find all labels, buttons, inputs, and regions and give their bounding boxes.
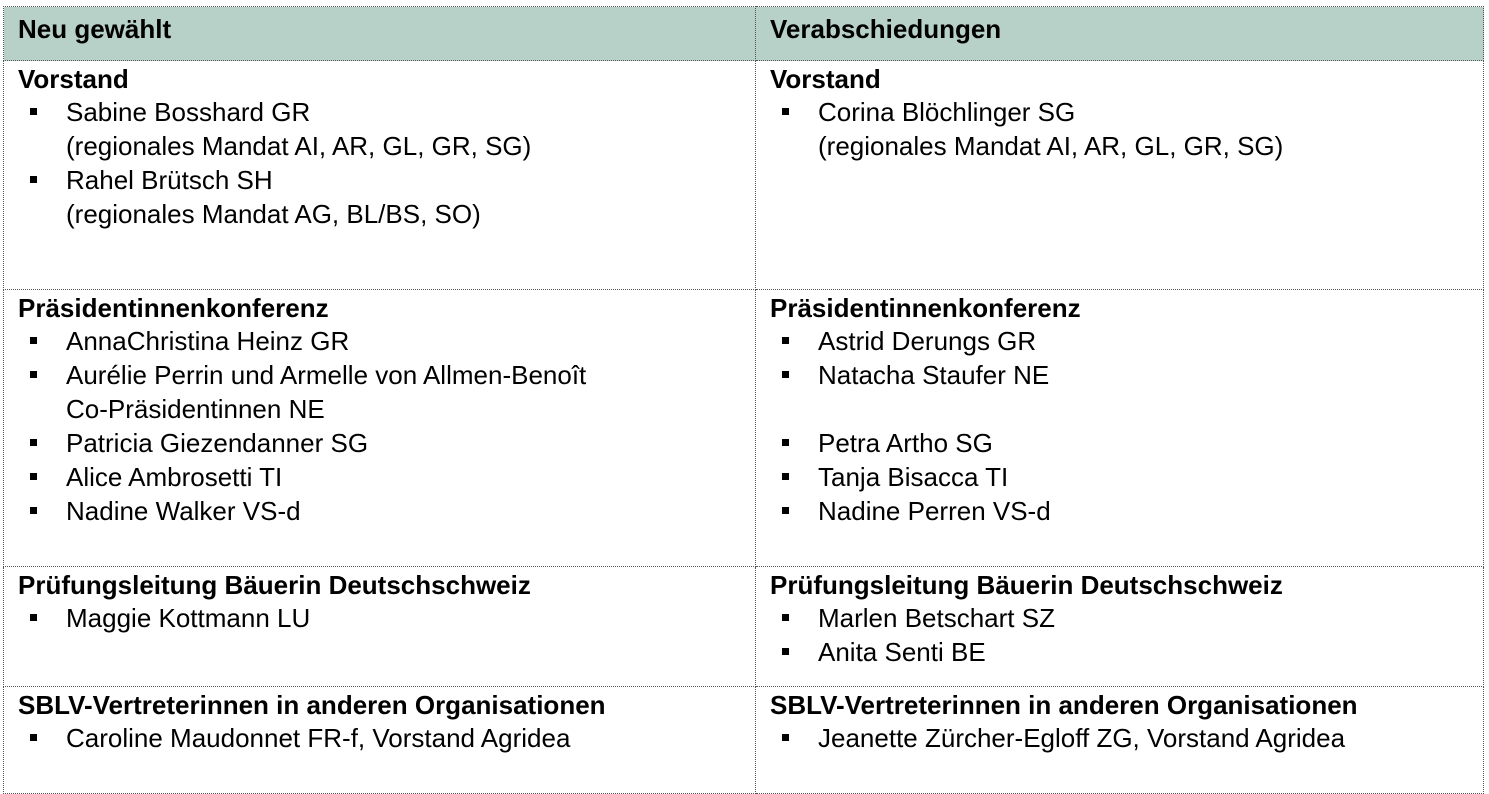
list-item (770, 721, 1483, 755)
person-name: Astrid Derungs GR (818, 326, 1037, 356)
name-list (770, 95, 1483, 163)
list-item (18, 95, 755, 163)
name-list (18, 601, 755, 635)
person-name: Alice Ambrosetti TI (66, 462, 283, 492)
bullet-icon (782, 337, 789, 344)
cell-pruef-verabschiedet (756, 567, 1484, 687)
header-verabschiedungen: Verabschiedungen (756, 7, 1484, 61)
bullet-icon (30, 507, 37, 514)
person-name: AnnaChristina Heinz GR (66, 326, 350, 356)
list-item (770, 358, 1483, 392)
person-name: Sabine Bosshard GR (66, 97, 311, 127)
person-detail: (regionales Mandat AI, AR, GL, GR, SG) (818, 131, 1284, 161)
bullet-icon (30, 439, 37, 446)
list-item (770, 324, 1483, 358)
person-name: Jeanette Zürcher-Egloff ZG, Vorstand Agridea (818, 723, 1346, 753)
list-item (18, 426, 755, 460)
list-item (770, 426, 1483, 460)
row-vorstand (4, 61, 1484, 290)
cell-praes-verabschiedet (756, 290, 1484, 567)
cell-sblv-verabschiedet (756, 687, 1484, 794)
section-title: Präsidentinnenkonferenz (18, 293, 329, 323)
header-neu-gewaehlt: Neu gewählt (4, 7, 756, 61)
name-list (18, 95, 755, 231)
person-detail: (regionales Mandat AI, AR, GL, GR, SG) (66, 131, 532, 161)
bullet-icon (30, 337, 37, 344)
person-name: Marlen Betschart SZ (818, 603, 1055, 633)
section-title: Vorstand (18, 64, 129, 94)
list-item (18, 460, 755, 494)
person-name: Patricia Giezendanner SG (66, 428, 369, 458)
name-list (18, 721, 755, 755)
bullet-icon (782, 648, 789, 655)
bullet-icon (30, 734, 37, 741)
person-name: Caroline Maudonnet FR-f, Vorstand Agridea (66, 723, 571, 753)
list-item (18, 494, 755, 528)
bullet-icon (782, 108, 789, 115)
person-name: Rahel Brütsch SH (66, 165, 273, 195)
list-item (770, 635, 1483, 669)
list-item (18, 601, 755, 635)
section-title: Vorstand (770, 64, 881, 94)
person-detail: (regionales Mandat AG, BL/BS, SO) (66, 199, 481, 229)
person-name: Natacha Staufer NE (818, 360, 1050, 390)
bullet-icon (30, 108, 37, 115)
bullet-icon (30, 176, 37, 183)
header-row (4, 7, 1484, 61)
list-item (770, 460, 1483, 494)
person-detail: Co-Präsidentinnen NE (66, 394, 325, 424)
section-title: Präsidentinnenkonferenz (770, 293, 1081, 323)
name-list (770, 324, 1483, 392)
bullet-icon (782, 473, 789, 480)
bullet-icon (782, 439, 789, 446)
elections-table (3, 6, 1484, 794)
bullet-icon (782, 734, 789, 741)
name-list (770, 601, 1483, 669)
person-name: Nadine Perren VS-d (818, 496, 1051, 526)
list-spacer (770, 392, 1483, 426)
section-title: Prüfungsleitung Bäuerin Deutschschweiz (770, 570, 1283, 600)
bullet-icon (30, 473, 37, 480)
cell-praes-neu (4, 290, 756, 567)
list-item (770, 95, 1483, 163)
list-item (18, 358, 755, 426)
section-title: Prüfungsleitung Bäuerin Deutschschweiz (18, 570, 531, 600)
bullet-icon (782, 507, 789, 514)
person-name: Maggie Kottmann LU (66, 603, 311, 633)
row-pruefungsleitung (4, 567, 1484, 687)
name-list (770, 426, 1483, 528)
person-name: Corina Blöchlinger SG (818, 97, 1076, 127)
cell-pruef-neu (4, 567, 756, 687)
list-item (770, 601, 1483, 635)
person-name: Nadine Walker VS-d (66, 496, 301, 526)
section-title: SBLV-Vertreterinnen in anderen Organisationen (18, 690, 606, 720)
list-item (770, 494, 1483, 528)
list-item (18, 163, 755, 231)
person-name: Petra Artho SG (818, 428, 993, 458)
bullet-icon (782, 371, 789, 378)
cell-vorstand-verabschiedet (756, 61, 1484, 290)
bullet-icon (782, 614, 789, 621)
person-name: Aurélie Perrin und Armelle von Allmen-Benoît (66, 360, 587, 390)
bullet-icon (30, 614, 37, 621)
name-list (770, 721, 1483, 755)
bullet-icon (30, 371, 37, 378)
name-list (18, 324, 755, 528)
cell-vorstand-neu (4, 61, 756, 290)
cell-sblv-neu (4, 687, 756, 794)
list-item (18, 324, 755, 358)
list-item (18, 721, 755, 755)
section-title: SBLV-Vertreterinnen in anderen Organisationen (770, 690, 1358, 720)
row-sblv-vertreterinnen (4, 687, 1484, 794)
person-name: Anita Senti BE (818, 637, 986, 667)
person-name: Tanja Bisacca TI (818, 462, 1009, 492)
row-praesidentinnenkonferenz (4, 290, 1484, 567)
